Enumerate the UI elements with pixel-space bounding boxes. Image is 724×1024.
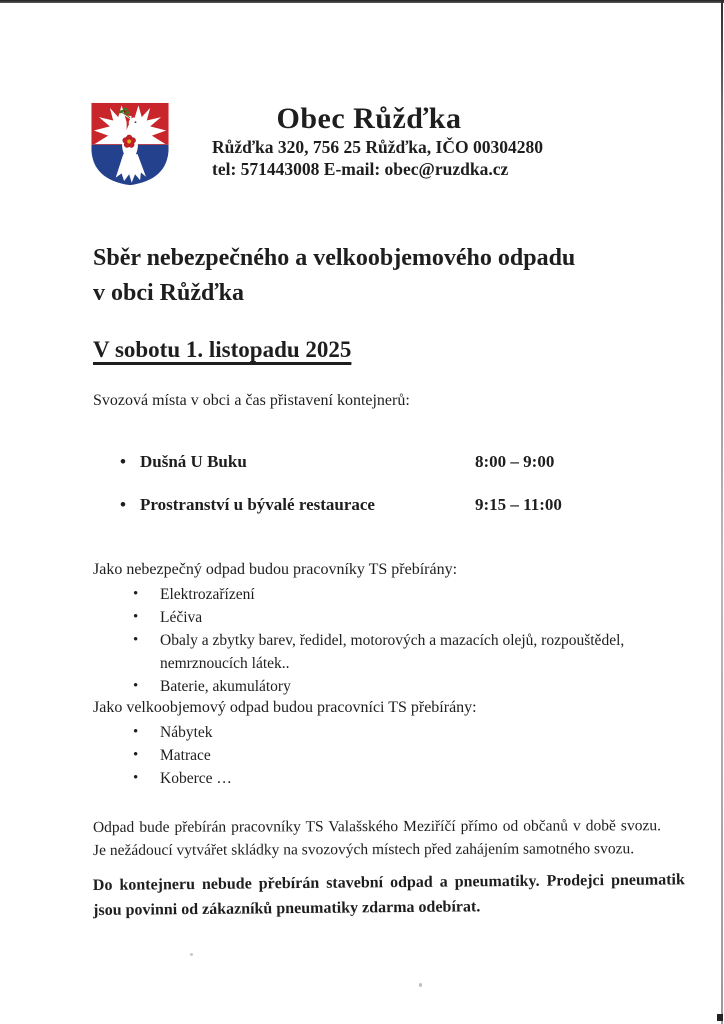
- list-item: [133, 606, 658, 629]
- document-title-line2: v obci Růžďka: [93, 280, 244, 306]
- list-item-text: Nábytek: [160, 724, 213, 741]
- hazardous-list: [133, 583, 658, 698]
- list-item: [133, 675, 658, 698]
- document-title: [93, 241, 623, 311]
- list-item-text: Elektrozařízení: [160, 586, 255, 603]
- list-item: [133, 767, 533, 790]
- org-address: Růžďka 320, 756 25 Růžďka, IČO 00304280: [212, 137, 543, 157]
- bullet-dot-icon: •: [133, 770, 139, 786]
- list-item: [133, 744, 533, 767]
- scan-speck: [190, 953, 193, 956]
- note-paragraph: Odpad bude přebírán pracovníky TS Valašského Meziříčí přímo od občanů v době svozu. Je nežádoucí vytvářet skládky na svozových místech před zahájením samotného svozu.: [92, 816, 661, 859]
- location-row: [120, 495, 640, 515]
- list-item: [133, 721, 533, 744]
- org-contact: tel: 571443008 E-mail: obec@ruzdka.cz: [212, 159, 509, 179]
- location-time: 9:15 – 11:00: [475, 495, 562, 514]
- scan-artifact-right-edge: [721, 0, 723, 1024]
- bullet-dot-icon: •: [133, 747, 139, 763]
- bullet-dot-icon: •: [133, 724, 139, 740]
- hazardous-heading: Jako nebezpečný odpad budou pracovníky TS přebírány:: [93, 561, 458, 578]
- list-item: [133, 583, 658, 606]
- list-item-text: Baterie, akumulátory: [160, 678, 291, 695]
- list-item-text: Obaly a zbytky barev, ředidel, motorových a mazacích olejů, rozpouštědel, nemrznoucích látek..: [160, 632, 625, 672]
- warning-paragraph: Do kontejneru nebude přebírán stavební odpad a pneumatiky. Prodejci pneumatik jsou povinni od zákazníků pneumatiky zdarma odebírat.: [92, 871, 685, 919]
- list-item-text: Matrace: [160, 747, 211, 764]
- bullet-dot-icon: •: [133, 609, 139, 625]
- org-name: Obec Růžďka: [276, 102, 462, 135]
- list-item-text: Koberce …: [160, 770, 232, 787]
- bullet-dot-icon: •: [133, 586, 139, 602]
- scan-artifact-top-edge: [0, 0, 724, 3]
- scan-artifact-corner-mark: [717, 1014, 723, 1021]
- letterhead: [212, 102, 543, 180]
- bullet-dot-icon: •: [133, 678, 139, 694]
- document-title-line1: Sběr nebezpečného a velkoobjemového odpadu: [93, 245, 576, 271]
- location-name: Prostranství u bývalé restaurace: [140, 495, 375, 514]
- intro-text: Svozová místa v obci a čas přistavení kontejnerů:: [93, 392, 410, 409]
- bulky-heading: Jako velkoobjemový odpad budou pracovníci TS přebírány:: [93, 699, 477, 716]
- location-name: Dušná U Buku: [140, 452, 247, 471]
- bullet-dot-icon: •: [133, 632, 139, 648]
- coat-of-arms-icon: [88, 100, 172, 188]
- location-time: 8:00 – 9:00: [475, 452, 555, 471]
- bullet-dot-icon: •: [120, 495, 126, 514]
- list-item-text: Léčiva: [160, 609, 203, 626]
- scan-speck: [419, 983, 422, 987]
- bulky-list: [133, 721, 533, 790]
- bullet-dot-icon: •: [120, 452, 126, 471]
- list-item: [133, 629, 658, 675]
- location-row: [120, 452, 640, 472]
- date-heading: V sobotu 1. listopadu 2025: [93, 337, 352, 362]
